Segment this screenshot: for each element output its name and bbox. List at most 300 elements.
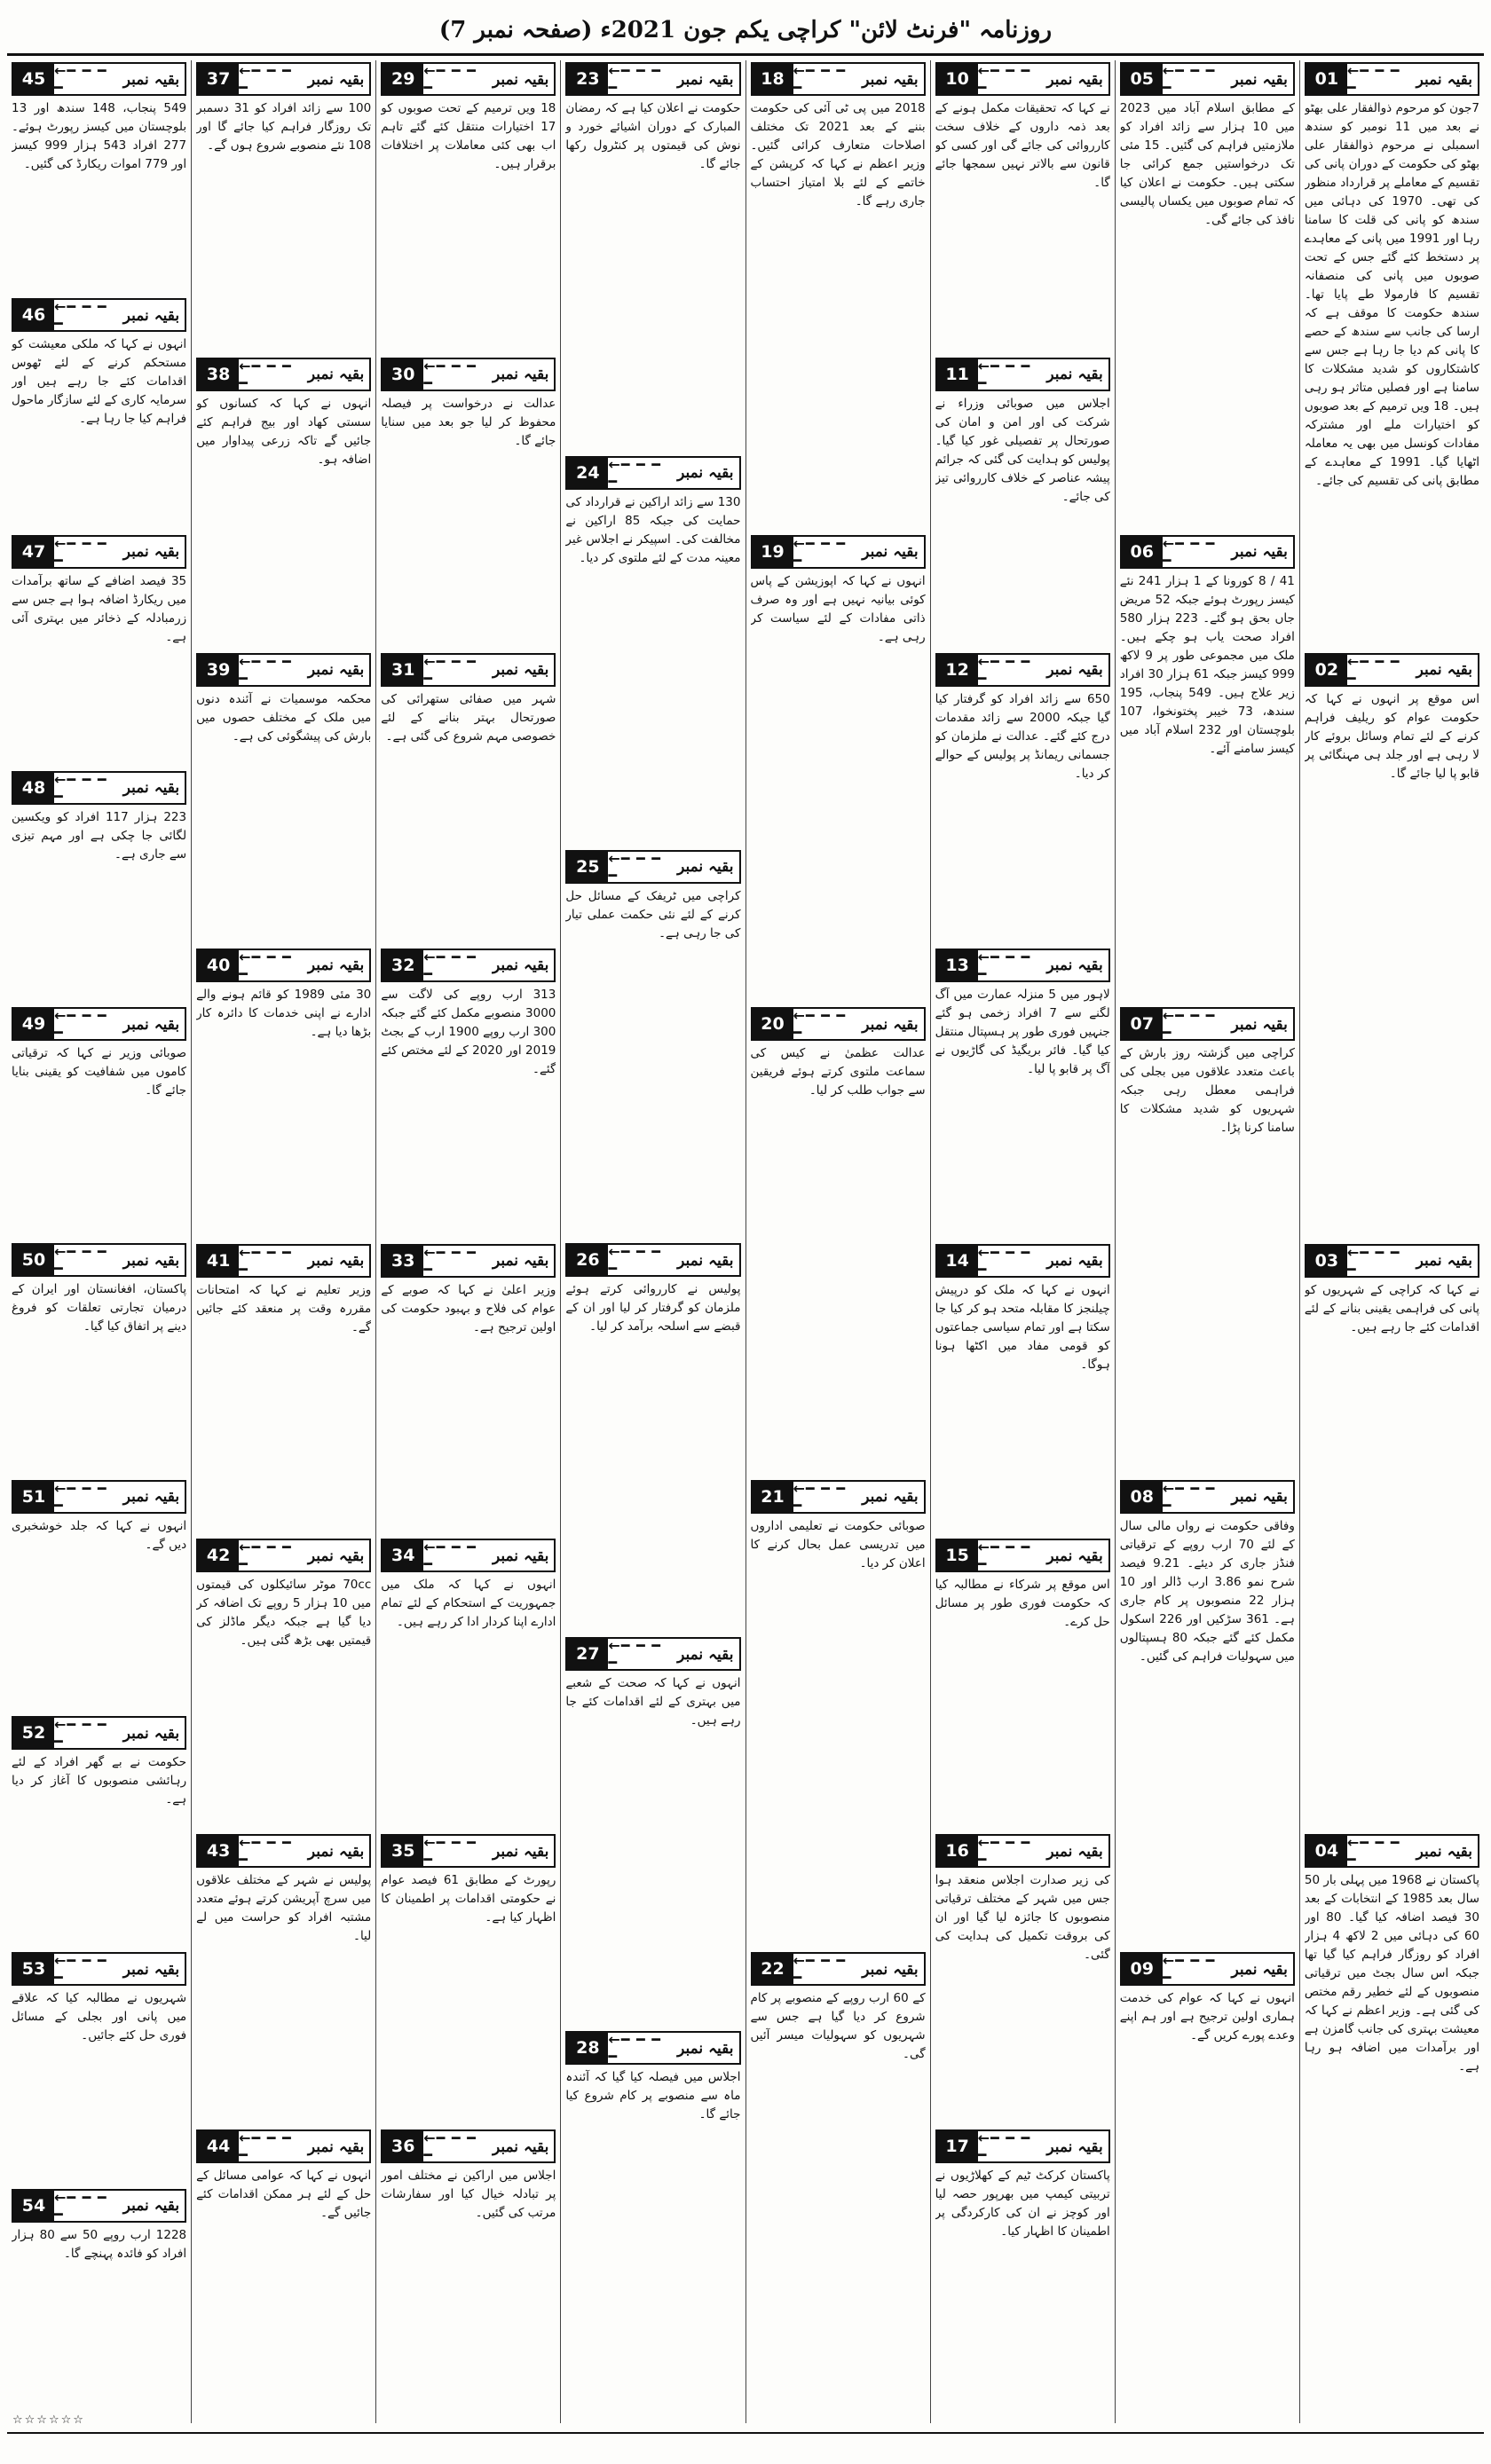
article-text: عدالت عظمیٰ نے کیس کی سماعت ملتوی کرتے ہوئے فریقین سے جواب طلب کر لیا۔ — [750, 1046, 926, 1098]
continuation-number: 19 — [753, 537, 793, 567]
continuation-header — [381, 949, 556, 982]
continuation-number: 37 — [198, 64, 239, 94]
continuation-label: بقیہ نمبر — [862, 1015, 919, 1034]
continuation-header — [381, 653, 556, 687]
continuation-box — [1305, 1832, 1479, 2420]
continuation-label: بقیہ نمبر — [1231, 1960, 1288, 1979]
continuation-header — [751, 535, 926, 569]
arrow-left-icon: ←━ ━ ━ ━ — [977, 1243, 1031, 1278]
continuation-number: 39 — [198, 655, 239, 685]
continuation-box — [1120, 1478, 1295, 1948]
continuation-number: 43 — [198, 1836, 239, 1866]
continuation-label: بقیہ نمبر — [307, 70, 365, 89]
arrow-left-icon: ←━ ━ ━ ━ — [793, 1479, 846, 1514]
news-column — [930, 60, 1115, 2423]
arrow-left-icon: ←━ ━ ━ ━ — [54, 1243, 107, 1278]
continuation-header — [565, 1637, 740, 1671]
article-text: 313 ارب روپے کی لاگت سے 3000 منصوبے مکمل کئے گئے جبکہ 300 ارب روپے 1900 ارب کے بجٹ 2019 اور 2020 کے لئے مختص کئے گئے۔ — [381, 987, 556, 1076]
arrow-left-icon: ←━ ━ ━ ━ — [54, 1479, 107, 1514]
continuation-number: 33 — [383, 1246, 423, 1276]
continuation-box — [12, 769, 186, 1002]
continuation-header — [935, 1539, 1110, 1572]
continuation-box — [196, 60, 371, 352]
continuation-number: 13 — [937, 950, 978, 980]
continuation-number: 04 — [1306, 1836, 1347, 1866]
arrow-left-icon: ←━ ━ ━ ━ — [608, 2031, 661, 2066]
arrow-left-icon: ←━ ━ ━ ━ — [1346, 62, 1400, 96]
continuation-label: بقیہ نمبر — [307, 661, 365, 680]
article-text: شہریوں نے مطالبہ کیا کہ علاقے میں پانی اور بجلی کے مسائل فوری حل کئے جائیں۔ — [12, 1991, 187, 2043]
continuation-header — [1305, 62, 1479, 96]
article-text: وزیر تعلیم نے کہا کہ امتحانات مقررہ وقت پر منعقد کئے جائیں گے۔ — [196, 1282, 372, 1334]
continuation-header — [12, 62, 186, 96]
news-column — [1115, 60, 1299, 2423]
arrow-left-icon: ←━ ━ ━ ━ — [423, 652, 477, 687]
arrow-left-icon: ←━ ━ ━ ━ — [793, 534, 846, 569]
continuation-header — [12, 298, 186, 332]
continuation-box — [12, 1714, 186, 1947]
continuation-label: بقیہ نمبر — [122, 2197, 180, 2216]
arrow-left-icon: ←━ ━ ━ ━ — [793, 62, 846, 96]
news-column — [1299, 60, 1484, 2423]
continuation-header — [12, 2189, 186, 2223]
arrow-left-icon: ←━ ━ ━ ━ — [608, 455, 661, 490]
continuation-header — [1305, 1834, 1479, 1868]
continuation-label: بقیہ نمبر — [122, 779, 180, 798]
continuation-box — [751, 1950, 926, 2420]
continuation-box — [751, 1478, 926, 1948]
continuation-box — [935, 651, 1110, 943]
arrow-left-icon: ←━ ━ ━ ━ — [54, 1716, 107, 1751]
article-text: کراچی میں گزشتہ روز بارش کے باعث متعدد علاقوں میں بجلی کی فراہمی معطل رہی جبکہ شہریوں کو شدید مشکلات کا سامنا کرنا پڑا۔ — [1119, 1046, 1295, 1136]
continuation-label: بقیہ نمبر — [1046, 661, 1103, 680]
continuation-header — [1120, 1952, 1295, 1986]
continuation-box — [935, 2128, 1110, 2420]
arrow-left-icon: ←━ ━ ━ ━ — [977, 1539, 1031, 1573]
continuation-header — [196, 653, 371, 687]
arrow-left-icon: ←━ ━ ━ ━ — [608, 849, 661, 884]
arrow-left-icon: ←━ ━ ━ ━ — [239, 2129, 292, 2164]
continuation-number: 22 — [753, 1954, 793, 1984]
continuation-box — [381, 1242, 556, 1534]
article-text: انہوں نے کہا کہ کسانوں کو سستی کھاد اور بیج فراہم کئے جائیں گے تاکہ زرعی پیداوار میں اضافہ ہو۔ — [196, 396, 372, 467]
article-text: 650 سے زائد افراد کو گرفتار کیا گیا جبکہ 2000 سے زائد مقدمات درج کئے گئے۔ عدالت نے ملزمان کو جسمانی ریمانڈ پر پولیس کے حوالے کر دیا۔ — [935, 691, 1110, 781]
article-text: کی زیر صدارت اجلاس منعقد ہوا جس میں شہر کے مختلف ترقیاتی منصوبوں کا جائزہ لیا گیا اور ان کی بروقت تکمیل کی ہدایت کی گئی۔ — [935, 1873, 1110, 1963]
arrow-left-icon: ←━ ━ ━ ━ — [239, 1834, 292, 1869]
article-text: 130 سے زائد اراکین نے قرارداد کی حمایت کی جبکہ 85 اراکین نے مخالفت کی۔ اسپیکر نے اجلاس غیر معینہ مدت کے لئے ملتوی کر دیا۔ — [565, 494, 741, 565]
arrow-left-icon: ←━ ━ ━ ━ — [54, 534, 107, 569]
continuation-label: بقیہ نمبر — [677, 1645, 734, 1664]
article-text: پاکستان نے 1968 میں پہلی بار 50 سال بعد 1985 کے انتخابات کے بعد 30 فیصد اضافہ کیا گیا۔ 80 اور 60 کی دہائی میں 2 لاکھ 4 ہزار افراد کو روزگار فراہم کیا گیا تھا جبکہ اس سال بجٹ میں ترقیاتی منصوبوں کے لئے خطیر رقم مختص کی گئی ہے۔ وزیر اعظم نے کہا کہ معیشت بہتری کی جانب گامزن ہے اور برآمدات میں اضافہ ہو رہا ہے۔ — [1304, 1873, 1479, 2074]
arrow-left-icon: ←━ ━ ━ ━ — [54, 62, 107, 96]
continuation-number: 16 — [937, 1836, 978, 1866]
article-text: 70cc موٹر سائیکلوں کی قیمتوں میں 10 ہزار 5 روپے تک اضافہ کر دیا گیا ہے جبکہ دیگر ماڈلز کی قیمتیں بھی بڑھ گئی ہیں۔ — [196, 1578, 372, 1649]
continuation-label: بقیہ نمبر — [307, 956, 365, 975]
continuation-box — [935, 947, 1110, 1239]
continuation-label: بقیہ نمبر — [492, 70, 549, 89]
continuation-number: 46 — [13, 300, 54, 330]
continuation-number: 15 — [937, 1540, 978, 1571]
article-text: شہر میں صفائی ستھرائی کی صورتحال بہتر بنانے کے لئے خصوصی مہم شروع کی گئی ہے۔ — [381, 691, 556, 744]
arrow-left-icon: ←━ ━ ━ ━ — [423, 357, 477, 391]
continuation-label: بقیہ نمبر — [862, 70, 919, 89]
article-text: کے مطابق اسلام آباد میں 2023 میں 10 ہزار سے زائد افراد کو ملازمتیں فراہم کی گئیں۔ 15 مئی تک درخواستیں جمع کرائی جا سکتی ہیں۔ حکومت نے اعلان کیا کہ تمام صوبوں میں یکساں پالیسی نافذ کی جائے گی۔ — [1119, 101, 1295, 227]
continuation-header — [1120, 1007, 1295, 1041]
continuation-box — [196, 2128, 371, 2420]
news-column — [560, 60, 745, 2423]
continuation-header — [12, 1480, 186, 1514]
continuation-header — [751, 1952, 926, 1986]
continuation-header — [381, 62, 556, 96]
continuation-label: بقیہ نمبر — [307, 1252, 365, 1270]
article-text: کے 60 ارب روپے کے منصوبے پر کام شروع کر دیا گیا ہے جس سے شہریوں کو سہولیات میسر آئیں گی۔ — [750, 1991, 926, 2062]
continuation-label: بقیہ نمبر — [677, 2039, 734, 2058]
arrow-left-icon: ←━ ━ ━ ━ — [1162, 1479, 1216, 1514]
arrow-left-icon: ←━ ━ ━ ━ — [423, 1243, 477, 1278]
continuation-header — [196, 358, 371, 391]
continuation-number: 24 — [567, 458, 608, 488]
continuation-number: 07 — [1122, 1009, 1163, 1039]
continuation-label: بقیہ نمبر — [492, 1842, 549, 1861]
continuation-number: 14 — [937, 1246, 978, 1276]
arrow-left-icon: ←━ ━ ━ ━ — [1162, 1952, 1216, 1987]
continuation-number: 21 — [753, 1482, 793, 1512]
article-text: وفاقی حکومت نے رواں مالی سال کے لئے 70 ارب روپے کے ترقیاتی فنڈز جاری کر دیئے۔ 9.21 فیصد شرح نمو 3.86 ارب ڈالر اور 10 ہزار 22 منصوبوں پر کام جاری ہے۔ 361 سڑکیں اور 226 اسکول مکمل کئے گئے جبکہ 80 ہسپتالوں میں سہولیات فراہم کی گئیں۔ — [1119, 1518, 1295, 1664]
continuation-box — [381, 2128, 556, 2420]
continuation-box — [196, 947, 371, 1239]
article-text: 100 سے زائد افراد کو 31 دسمبر تک روزگار فراہم کیا جائے گا اور 108 نئے منصوبے شروع ہوں گے۔ — [196, 101, 372, 153]
arrow-left-icon: ←━ ━ ━ ━ — [608, 1637, 661, 1672]
continuation-box — [1120, 60, 1295, 530]
continuation-header — [196, 62, 371, 96]
continuation-label: بقیہ نمبر — [492, 661, 549, 680]
continuation-box — [751, 60, 926, 530]
continuation-header — [196, 1244, 371, 1278]
continuation-header — [935, 1834, 1110, 1868]
continuation-box — [1305, 1242, 1479, 1830]
continuation-box — [196, 356, 371, 648]
continuation-box — [1120, 1005, 1295, 1475]
continuation-label: بقیہ نمبر — [677, 858, 734, 877]
continuation-header — [196, 1834, 371, 1868]
arrow-left-icon: ←━ ━ ━ ━ — [423, 2129, 477, 2164]
article-text: عدالت نے درخواست پر فیصلہ محفوظ کر لیا جو بعد میں سنایا جائے گا۔ — [381, 396, 556, 448]
article-text: انہوں نے کہا کہ اپوزیشن کے پاس کوئی بیانیہ نہیں ہے اور وہ صرف ذاتی مفادات کے لئے سیاست کر رہی ہے۔ — [750, 573, 926, 644]
article-text: اجلاس میں صوبائی وزراء نے شرکت کی اور امن و امان کی صورتحال پر تفصیلی غور کیا گیا۔ پولیس کو ہدایت کی گئی کہ جرائم پیشہ عناصر کے خلاف کارروائی تیز کی جائے۔ — [935, 396, 1110, 504]
continuation-header — [381, 358, 556, 391]
newspaper-page — [7, 7, 1484, 2450]
article-text: رپورٹ کے مطابق 61 فیصد عوام نے حکومتی اقدامات پر اطمینان کا اظہار کیا ہے۔ — [381, 1873, 556, 1925]
continuation-header — [12, 771, 186, 805]
continuation-header — [751, 1480, 926, 1514]
arrow-left-icon: ←━ ━ ━ ━ — [54, 298, 107, 333]
continuation-header — [12, 1952, 186, 1986]
continuation-header — [935, 2129, 1110, 2163]
continuation-header — [12, 1243, 186, 1277]
continuation-number: 48 — [13, 773, 54, 803]
continuation-label: بقیہ نمبر — [862, 543, 919, 562]
continuation-number: 50 — [13, 1245, 54, 1275]
arrow-left-icon: ←━ ━ ━ ━ — [239, 1539, 292, 1573]
continuation-number: 31 — [383, 655, 423, 685]
continuation-box — [381, 60, 556, 352]
continuation-header — [935, 653, 1110, 687]
article-text: 7جون کو مرحوم ذوالفقار علی بھٹو نے بعد میں 11 نومبر کو سندھ اسمبلی نے مرحوم ذوالفقار علی بھٹو کی حکومت کے دوران پانی کی تقسیم کے معاملے پر قرارداد منظور کی تھی۔ 1970 کی دہائی میں سندھ کو پانی کی قلت کا سامنا رہا اور 1991 میں پانی کے معاہدے پر دستخط کئے گئے جس کے تحت صوبوں میں پانی کی منصفانہ تقسیم کا فارمولا طے پایا تھا۔ سندھ حکومت کا موقف ہے کہ ارسا کی جانب سے سندھ کے حصے کا پانی کم دیا جا رہا ہے جس سے کاشتکاروں کو شدید مشکلات کا سامنا ہے اور فصلیں متاثر ہو رہی ہیں۔ 18 ویں ترمیم کے بعد صوبوں کو اختیارات ملے اور مشترکہ مفادات کونسل میں بھی یہ معاملہ اٹھایا گیا۔ 1991 کے معاہدے کے مطابق پانی کی تقسیم کی جائے۔ — [1304, 101, 1479, 488]
article-text: اس موقع پر شرکاء نے مطالبہ کیا کہ حکومت فوری طور پر مسائل حل کرے۔ — [935, 1578, 1110, 1630]
continuation-number: 05 — [1122, 64, 1163, 94]
continuation-box — [751, 533, 926, 1003]
arrow-left-icon: ←━ ━ ━ ━ — [1162, 1007, 1216, 1042]
continuation-header — [196, 1539, 371, 1572]
continuation-header — [1305, 1244, 1479, 1278]
continuation-box — [1305, 60, 1479, 648]
continuation-number: 12 — [937, 655, 978, 685]
continuation-box — [1305, 651, 1479, 1239]
article-text: اجلاس میں فیصلہ کیا گیا کہ آئندہ ماہ سے منصوبے پر کام شروع کیا جائے گا۔ — [565, 2070, 741, 2122]
continuation-header — [935, 62, 1110, 96]
continuation-box — [12, 1950, 186, 2183]
continuation-label: بقیہ نمبر — [122, 543, 180, 562]
arrow-left-icon: ←━ ━ ━ ━ — [1162, 534, 1216, 569]
continuation-number: 44 — [198, 2131, 239, 2161]
continuation-box — [935, 356, 1110, 648]
arrow-left-icon: ←━ ━ ━ ━ — [239, 357, 292, 391]
article-text: نے کہا کہ کراچی کے شہریوں کو پانی کی فراہمی یقینی بنانے کے لئے اقدامات کئے جا رہے ہیں۔ — [1304, 1282, 1479, 1334]
continuation-label: بقیہ نمبر — [492, 2137, 549, 2156]
continuation-number: 10 — [937, 64, 978, 94]
continuation-header — [935, 358, 1110, 391]
continuation-number: 38 — [198, 359, 239, 390]
continuation-header — [565, 1243, 740, 1277]
arrow-left-icon: ←━ ━ ━ ━ — [423, 948, 477, 982]
arrow-left-icon: ←━ ━ ━ ━ — [608, 1243, 661, 1278]
article-text: حکومت نے اعلان کیا ہے کہ رمضان المبارک کے دوران اشیائے خورد و نوش کی قیمتوں پر کنٹرول رکھا جائے گا۔ — [565, 101, 741, 171]
arrow-left-icon: ←━ ━ ━ ━ — [1346, 652, 1400, 687]
continuation-box — [12, 1241, 186, 1474]
continuation-label: بقیہ نمبر — [1046, 70, 1103, 89]
arrow-left-icon: ←━ ━ ━ ━ — [1162, 62, 1216, 96]
continuation-box — [565, 1241, 740, 1632]
continuation-number: 27 — [567, 1639, 608, 1669]
continuation-label: بقیہ نمبر — [492, 956, 549, 975]
article-text: اس موقع پر انہوں نے کہا کہ حکومت عوام کو ریلیف فراہم کرنے کے لئے تمام وسائل بروئے کار لا رہی ہے اور جلد ہی مہنگائی پر قابو پا لیا جائے گا۔ — [1304, 691, 1479, 781]
continuation-box — [381, 1537, 556, 1829]
article-text: نے کہا کہ تحقیقات مکمل ہونے کے بعد ذمہ داروں کے خلاف سخت کارروائی کی جائے گی اور کسی کو قانون سے بالاتر نہیں سمجھا جائے گا۔ — [935, 101, 1110, 190]
news-column — [375, 60, 560, 2423]
continuation-label: بقیہ نمبر — [1046, 956, 1103, 975]
continuation-header — [1120, 62, 1295, 96]
news-column — [7, 60, 191, 2423]
arrow-left-icon: ←━ ━ ━ ━ — [793, 1007, 846, 1042]
masthead — [7, 7, 1484, 56]
continuation-number: 02 — [1306, 655, 1347, 685]
continuation-number: 54 — [13, 2191, 54, 2221]
arrow-left-icon: ←━ ━ ━ ━ — [239, 948, 292, 982]
arrow-left-icon: ←━ ━ ━ ━ — [239, 652, 292, 687]
continuation-box — [196, 1537, 371, 1829]
continuation-label: بقیہ نمبر — [122, 306, 180, 325]
continuation-box — [12, 60, 186, 293]
continuation-header — [1120, 535, 1295, 569]
continuation-label: بقیہ نمبر — [1416, 1842, 1472, 1861]
continuation-label: بقیہ نمبر — [492, 1547, 549, 1565]
continuation-number: 08 — [1122, 1482, 1163, 1512]
arrow-left-icon: ←━ ━ ━ ━ — [423, 62, 477, 96]
continuation-number: 53 — [13, 1954, 54, 1984]
article-text: اجلاس میں اراکین نے مختلف امور پر تبادلہ خیال کیا اور سفارشات مرتب کی گئیں۔ — [381, 2169, 556, 2221]
article-text: انہوں نے کہا کہ عوامی مسائل کے حل کے لئے ہر ممکن اقدامات کئے جائیں گے۔ — [196, 2169, 372, 2221]
arrow-left-icon: ←━ ━ ━ ━ — [977, 2129, 1031, 2164]
continuation-number: 49 — [13, 1009, 54, 1039]
article-text: 223 ہزار 117 افراد کو ویکسین لگائی جا چکی ہے اور مہم تیزی سے جاری ہے۔ — [12, 809, 187, 862]
continuation-label: بقیہ نمبر — [307, 366, 365, 384]
continuation-number: 45 — [13, 64, 54, 94]
continuation-label: بقیہ نمبر — [492, 1252, 549, 1270]
continuation-number: 42 — [198, 1540, 239, 1571]
continuation-header — [565, 456, 740, 490]
arrow-left-icon: ←━ ━ ━ ━ — [423, 1539, 477, 1573]
continuation-box — [381, 651, 556, 943]
arrow-left-icon: ←━ ━ ━ ━ — [977, 948, 1031, 982]
continuation-label: بقیہ نمبر — [1231, 70, 1288, 89]
arrow-left-icon: ←━ ━ ━ ━ — [608, 62, 661, 96]
article-text: 41 / 8 کورونا کے 1 ہزار 241 نئے کیسز رپورٹ ہوئے جبکہ 52 مریض جاں بحق ہو گئے۔ 223 ہزار 580 افراد صحت یاب ہو چکے ہیں۔ ملک میں مجموعی طور پر 9 لاکھ 999 کیسز جبکہ 61 ہزار 30 افراد زیر علاج ہیں۔ 549 پنجاب، 195 سندھ، 73 خیبر پختونخوا، 107 بلوچستان اور 232 اسلام آباد میں کیسز سامنے آئے۔ — [1119, 573, 1295, 756]
continuation-number: 34 — [383, 1540, 423, 1571]
continuation-header — [12, 1007, 186, 1041]
continuation-box — [565, 2029, 740, 2420]
page-title: روزنامہ "فرنٹ لائن" کراچی یکم جون 2021ء (صفحہ نمبر 7) — [438, 17, 1053, 43]
article-text: وزیر اعلیٰ نے کہا کہ صوبے کے عوام کی فلاح و بہبود حکومت کی اولین ترجیح ہے۔ — [381, 1282, 556, 1334]
arrow-left-icon: ←━ ━ ━ ━ — [977, 62, 1031, 96]
continuation-label: بقیہ نمبر — [1231, 1488, 1288, 1507]
continuation-number: 41 — [198, 1246, 239, 1276]
arrow-left-icon: ←━ ━ ━ ━ — [423, 1834, 477, 1869]
article-text: حکومت نے بے گھر افراد کے لئے رہائشی منصوبوں کا آغاز کر دیا ہے۔ — [12, 1755, 187, 1807]
article-text: 1228 ارب روپے 50 سے 80 ہزار افراد کو فائدہ پہنچے گا۔ — [12, 2227, 187, 2261]
continuation-header — [381, 1244, 556, 1278]
arrow-left-icon: ←━ ━ ━ ━ — [54, 1952, 107, 1987]
article-text: صوبائی وزیر نے کہا کہ ترقیاتی کاموں میں شفافیت کو یقینی بنایا جائے گا۔ — [12, 1046, 187, 1098]
continuation-label: بقیہ نمبر — [122, 70, 180, 89]
continuation-label: بقیہ نمبر — [307, 1842, 365, 1861]
continuation-number: 23 — [567, 64, 608, 94]
continuation-label: بقیہ نمبر — [1046, 1547, 1103, 1565]
continuation-box — [935, 1242, 1110, 1534]
article-text: لاہور میں 5 منزلہ عمارت میں آگ لگنے سے 7 افراد زخمی ہو گئے جنہیں فوری طور پر ہسپتال منتقل کیا گیا۔ فائر بریگیڈ کی گاڑیوں نے آگ پر قابو پا لیا۔ — [935, 987, 1110, 1076]
article-text: انہوں نے کہا کہ ملک کو درپیش چیلنجز کا مقابلہ متحد ہو کر کیا جا سکتا ہے اور تمام سیاسی جماعتوں کو قومی مفاد میں اکٹھا ہونا ہوگا۔ — [935, 1282, 1110, 1372]
arrow-left-icon: ←━ ━ ━ ━ — [54, 2188, 107, 2223]
arrow-left-icon: ←━ ━ ━ ━ — [54, 1007, 107, 1042]
continuation-header — [196, 2129, 371, 2163]
continuation-box — [381, 947, 556, 1239]
continuation-header — [1305, 653, 1479, 687]
article-text: پولیس نے شہر کے مختلف علاقوں میں سرچ آپریشن کرتے ہوئے متعدد مشتبہ افراد کو حراست میں لے لیا۔ — [196, 1873, 372, 1944]
continuation-label: بقیہ نمبر — [1416, 661, 1472, 680]
continuation-label: بقیہ نمبر — [122, 1488, 180, 1507]
continuation-number: 03 — [1306, 1246, 1347, 1276]
article-text: 549 پنجاب، 148 سندھ اور 13 بلوچستان میں کیسز رپورٹ ہوئے۔ 277 افراد 543 ہزار 999 کیسز اور 779 اموات ریکارڈ کی گئیں۔ — [12, 101, 187, 171]
continuation-header — [381, 1539, 556, 1572]
arrow-left-icon: ←━ ━ ━ ━ — [793, 1952, 846, 1987]
article-text: انہوں نے کہا کہ جلد خوشخبری دیں گے۔ — [12, 1518, 187, 1552]
continuation-label: بقیہ نمبر — [1231, 543, 1288, 562]
article-text: 35 فیصد اضافے کے ساتھ برآمدات میں ریکارڈ اضافہ ہوا ہے جس سے زرمبادلہ کے ذخائر میں بہتری آئی ہے۔ — [12, 573, 187, 644]
continuation-box — [565, 454, 740, 845]
continuation-number: 25 — [567, 852, 608, 882]
continuation-number: 32 — [383, 950, 423, 980]
arrow-left-icon: ←━ ━ ━ ━ — [977, 1834, 1031, 1869]
continuation-number: 36 — [383, 2131, 423, 2161]
continuation-label: بقیہ نمبر — [1416, 1252, 1472, 1270]
article-text: انہوں نے کہا کہ صحت کے شعبے میں بہتری کے لئے اقدامات کئے جا رہے ہیں۔ — [565, 1676, 741, 1728]
continuation-label: بقیہ نمبر — [1046, 1842, 1103, 1861]
continuation-header — [565, 850, 740, 884]
continuation-number: 20 — [753, 1009, 793, 1039]
continuation-label: بقیہ نمبر — [1416, 70, 1472, 89]
news-column — [191, 60, 375, 2423]
continuation-header — [935, 1244, 1110, 1278]
continuation-number: 51 — [13, 1482, 54, 1512]
article-text: انہوں نے کہا کہ ملک میں جمہوریت کے استحکام کے لئے تمام ادارے اپنا کردار ادا کر رہے ہیں۔ — [381, 1578, 556, 1630]
continuation-label: بقیہ نمبر — [122, 1960, 180, 1979]
article-text: انہوں نے کہا کہ عوام کی خدمت ہماری اولین ترجیح ہے اور ہم اپنے وعدے پورے کریں گے۔ — [1119, 1991, 1295, 2043]
article-text: پاکستان، افغانستان اور ایران کے درمیان تجارتی تعلقات کو فروغ دینے پر اتفاق کیا گیا۔ — [12, 1282, 187, 1334]
continuation-number: 17 — [937, 2131, 978, 2161]
continuation-label: بقیہ نمبر — [1231, 1015, 1288, 1034]
continuation-box — [196, 1832, 371, 2124]
continuation-label: بقیہ نمبر — [677, 464, 734, 483]
continuation-box — [381, 1832, 556, 2124]
continuation-label: بقیہ نمبر — [1046, 1252, 1103, 1270]
article-text: 18 ویں ترمیم کے تحت صوبوں کو 17 اختیارات منتقل کئے گئے تاہم اب بھی کئی معاملات پر اختلافات برقرار ہیں۔ — [381, 101, 556, 171]
arrow-left-icon: ←━ ━ ━ ━ — [977, 357, 1031, 391]
continuation-number: 09 — [1122, 1954, 1163, 1984]
article-text: کراچی میں ٹریفک کے مسائل حل کرنے کے لئے نئی حکمت عملی تیار کی جا رہی ہے۔ — [565, 888, 741, 941]
continuation-box — [12, 1478, 186, 1711]
article-text: پاکستان کرکٹ ٹیم کے کھلاڑیوں نے تربیتی کیمپ میں بھرپور حصہ لیا اور کوچز نے ان کی کارکردگی پر اطمینان کا اظہار کیا۔ — [935, 2169, 1110, 2240]
arrow-left-icon: ←━ ━ ━ ━ — [239, 1243, 292, 1278]
columns-container — [7, 60, 1484, 2423]
continuation-box — [12, 533, 186, 766]
continuation-number: 06 — [1122, 537, 1163, 567]
footer-rule — [7, 2432, 1484, 2450]
continuation-number: 26 — [567, 1245, 608, 1275]
continuation-label: بقیہ نمبر — [307, 2137, 365, 2156]
continuation-header — [565, 2031, 740, 2065]
continuation-header — [565, 62, 740, 96]
continuation-label: بقیہ نمبر — [1046, 2137, 1103, 2156]
continuation-box — [751, 1005, 926, 1475]
continuation-box — [565, 1635, 740, 2026]
article-text: محکمہ موسمیات نے آئندہ دنوں میں ملک کے مختلف حصوں میں بارش کی پیشگوئی کی ہے۔ — [196, 691, 372, 744]
continuation-header — [935, 949, 1110, 982]
continuation-number: 29 — [383, 64, 423, 94]
article-text: 2018 میں پی ٹی آئی کی حکومت بننے کے بعد 2021 تک مختلف اصلاحات متعارف کرائی گئیں۔ وزیر اعظم نے کہا کہ کرپشن کے خاتمے کے لئے بلا امتیاز احتساب جاری رہے گا۔ — [750, 101, 926, 209]
continuation-box — [935, 1832, 1110, 2124]
continuation-number: 01 — [1306, 64, 1347, 94]
footer-stars: ☆☆☆☆☆☆ — [12, 2413, 85, 2427]
continuation-header — [1120, 1480, 1295, 1514]
continuation-box — [1120, 1950, 1295, 2420]
continuation-label: بقیہ نمبر — [307, 1547, 365, 1565]
continuation-number: 40 — [198, 950, 239, 980]
continuation-label: بقیہ نمبر — [492, 366, 549, 384]
continuation-box — [12, 2187, 186, 2420]
continuation-header — [12, 535, 186, 569]
news-column — [746, 60, 930, 2423]
article-text: 30 مئی 1989 کو قائم ہونے والے ادارے نے اپنی خدمات کا دائرہ کار بڑھا دیا ہے۔ — [196, 987, 372, 1039]
arrow-left-icon: ←━ ━ ━ ━ — [977, 652, 1031, 687]
